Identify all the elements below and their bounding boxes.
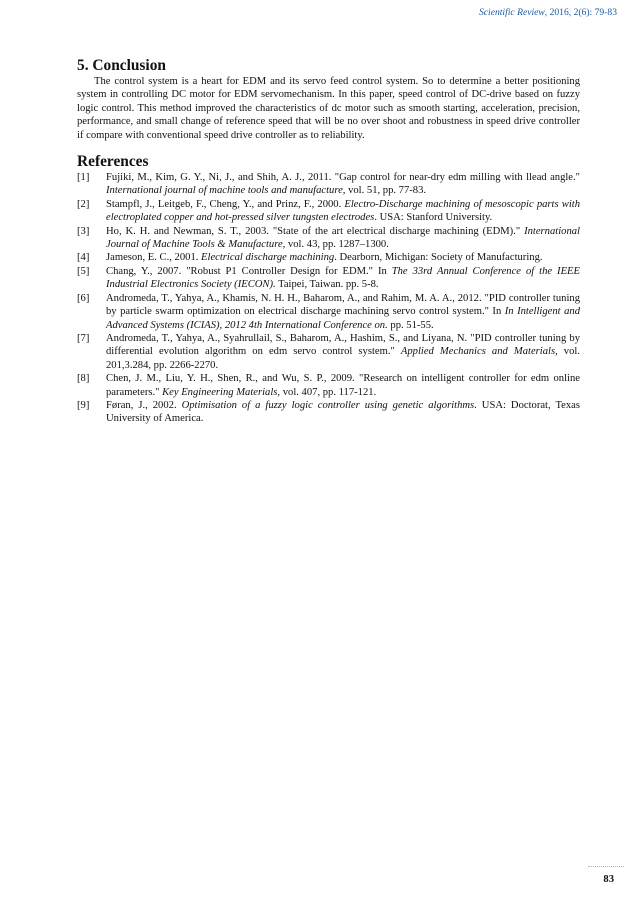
reference-item <box>77 251 580 264</box>
footer-rule <box>588 866 624 867</box>
reference-text <box>106 225 580 252</box>
reference-text <box>106 372 580 399</box>
journal-issue: , 2016, 2(6): 79-83 <box>544 7 617 18</box>
reference-details: vol. 201,3.284, pp. 2266-2270. <box>106 346 580 371</box>
reference-item <box>77 171 580 198</box>
reference-number: [2] <box>77 198 90 210</box>
reference-source: Electrical discharge machining <box>201 252 335 264</box>
reference-number: [6] <box>77 292 90 304</box>
page-number: 83 <box>603 874 614 885</box>
reference-text <box>106 171 580 198</box>
reference-source: Applied Mechanics and Materials, <box>400 346 558 358</box>
reference-authors: Stampfl, J., Leitgeb, F., Cheng, Y., and Prinz, F., 2000. <box>106 198 345 210</box>
reference-details: vol. 407, pp. 117-121. <box>280 386 377 398</box>
reference-item <box>77 225 580 252</box>
reference-details: pp. 51-55. <box>387 319 434 331</box>
reference-authors: Ho, K. H. and Newman, S. T., 2003. "State of the art electrical discharge machining (EDM)." <box>106 225 525 237</box>
references-heading: References <box>77 153 149 171</box>
reference-source: Key Engineering Materials, <box>162 386 281 398</box>
reference-authors: Andromeda, T., Yahya, A., Khamis, N. H. H., Baharom, A., and Rahim, M. A. A., 2012. "PID controller tuning by particle swarm optimization on electrical discharge machining servo control system." In <box>106 292 580 318</box>
reference-number: [1] <box>77 172 90 184</box>
reference-item <box>77 372 580 399</box>
reference-number: [3] <box>77 225 90 237</box>
reference-item <box>77 292 580 332</box>
reference-number: [7] <box>77 332 90 344</box>
reference-source: International journal of machine tools and manufacture, <box>106 185 346 197</box>
reference-item <box>77 332 580 372</box>
reference-text <box>106 198 580 225</box>
conclusion-heading: 5. Conclusion <box>77 57 166 74</box>
reference-text <box>106 399 580 426</box>
reference-source: Optimisation of a fuzzy logic controller using genetic algorithms <box>181 399 475 411</box>
reference-item <box>77 265 580 292</box>
reference-details: . USA: Stanford University. <box>374 212 493 224</box>
reference-source: The 33rd Annual Conference of the IEEE Industrial Electronics Society (IECON). <box>106 265 580 291</box>
reference-source: In Intelligent and Advanced Systems (ICIAS), 2012 4th International Conference on. <box>106 306 580 331</box>
reference-text <box>106 292 580 332</box>
reference-details: vol. 43, pp. 1287–1300. <box>285 239 389 251</box>
reference-authors: Føran, J., 2002. <box>106 399 182 411</box>
reference-list <box>77 171 580 426</box>
reference-number: [8] <box>77 373 90 385</box>
reference-authors: Chen, J. M., Liu, Y. H., Shen, R., and Wu, S. P., 2009. "Research on intelligent controller for edm online parameters." <box>106 373 580 398</box>
reference-text <box>106 332 580 372</box>
reference-details: vol. 51, pp. 77-83. <box>345 185 427 197</box>
reference-number: [5] <box>77 265 90 277</box>
running-header <box>479 7 617 18</box>
reference-source: Electro-Discharge machining of mesoscopic parts with electroplated copper and hot-pressed silver tungsten electrodes <box>106 198 580 224</box>
reference-authors: Andromeda, T., Yahya, A., Syahrullail, S., Baharom, A., Hashim, S., and Liyana, N. "PID controller tuning by differential evolution algorithm on edm servo control system." <box>106 332 580 358</box>
reference-item <box>77 198 580 225</box>
reference-details: . Dearborn, Michigan: Society of Manufacturing. <box>334 252 543 264</box>
reference-number: [4] <box>77 252 90 264</box>
reference-authors: Chang, Y., 2007. "Robust P1 Controller Design for EDM." In <box>106 265 392 277</box>
reference-item <box>77 399 580 426</box>
reference-details: Taipei, Taiwan. pp. 5-8. <box>275 279 379 291</box>
reference-source: International Journal of Machine Tools & Manufacture, <box>106 225 580 251</box>
reference-text <box>106 265 580 292</box>
reference-number: [9] <box>77 399 90 411</box>
conclusion-paragraph: The control system is a heart for EDM and its servo feed control system. So to determine a better positioning system in controlling DC motor for EDM servomechanism. In this paper, speed control of DC-drive based on fuzzy logic control. This method improved the characteristics of dc motor such as smooth starting, acceleration, precision, performance, and small change of reference speed that will be no over shoot and robustness in speed drive controller if compare with conventional speed drive controller as to reliability. <box>77 76 580 141</box>
reference-text <box>106 251 580 264</box>
reference-details: . USA: Doctorat, Texas University of America. <box>106 399 580 425</box>
reference-authors: Fujiki, M., Kim, G. Y., Ni, J., and Shih, A. J., 2011. "Gap control for near-dry edm milling with llead angle." <box>106 172 580 184</box>
reference-authors: Jameson, E. C., 2001. <box>106 252 202 264</box>
page-content <box>77 56 580 426</box>
journal-name: Scientific Review <box>478 7 545 18</box>
